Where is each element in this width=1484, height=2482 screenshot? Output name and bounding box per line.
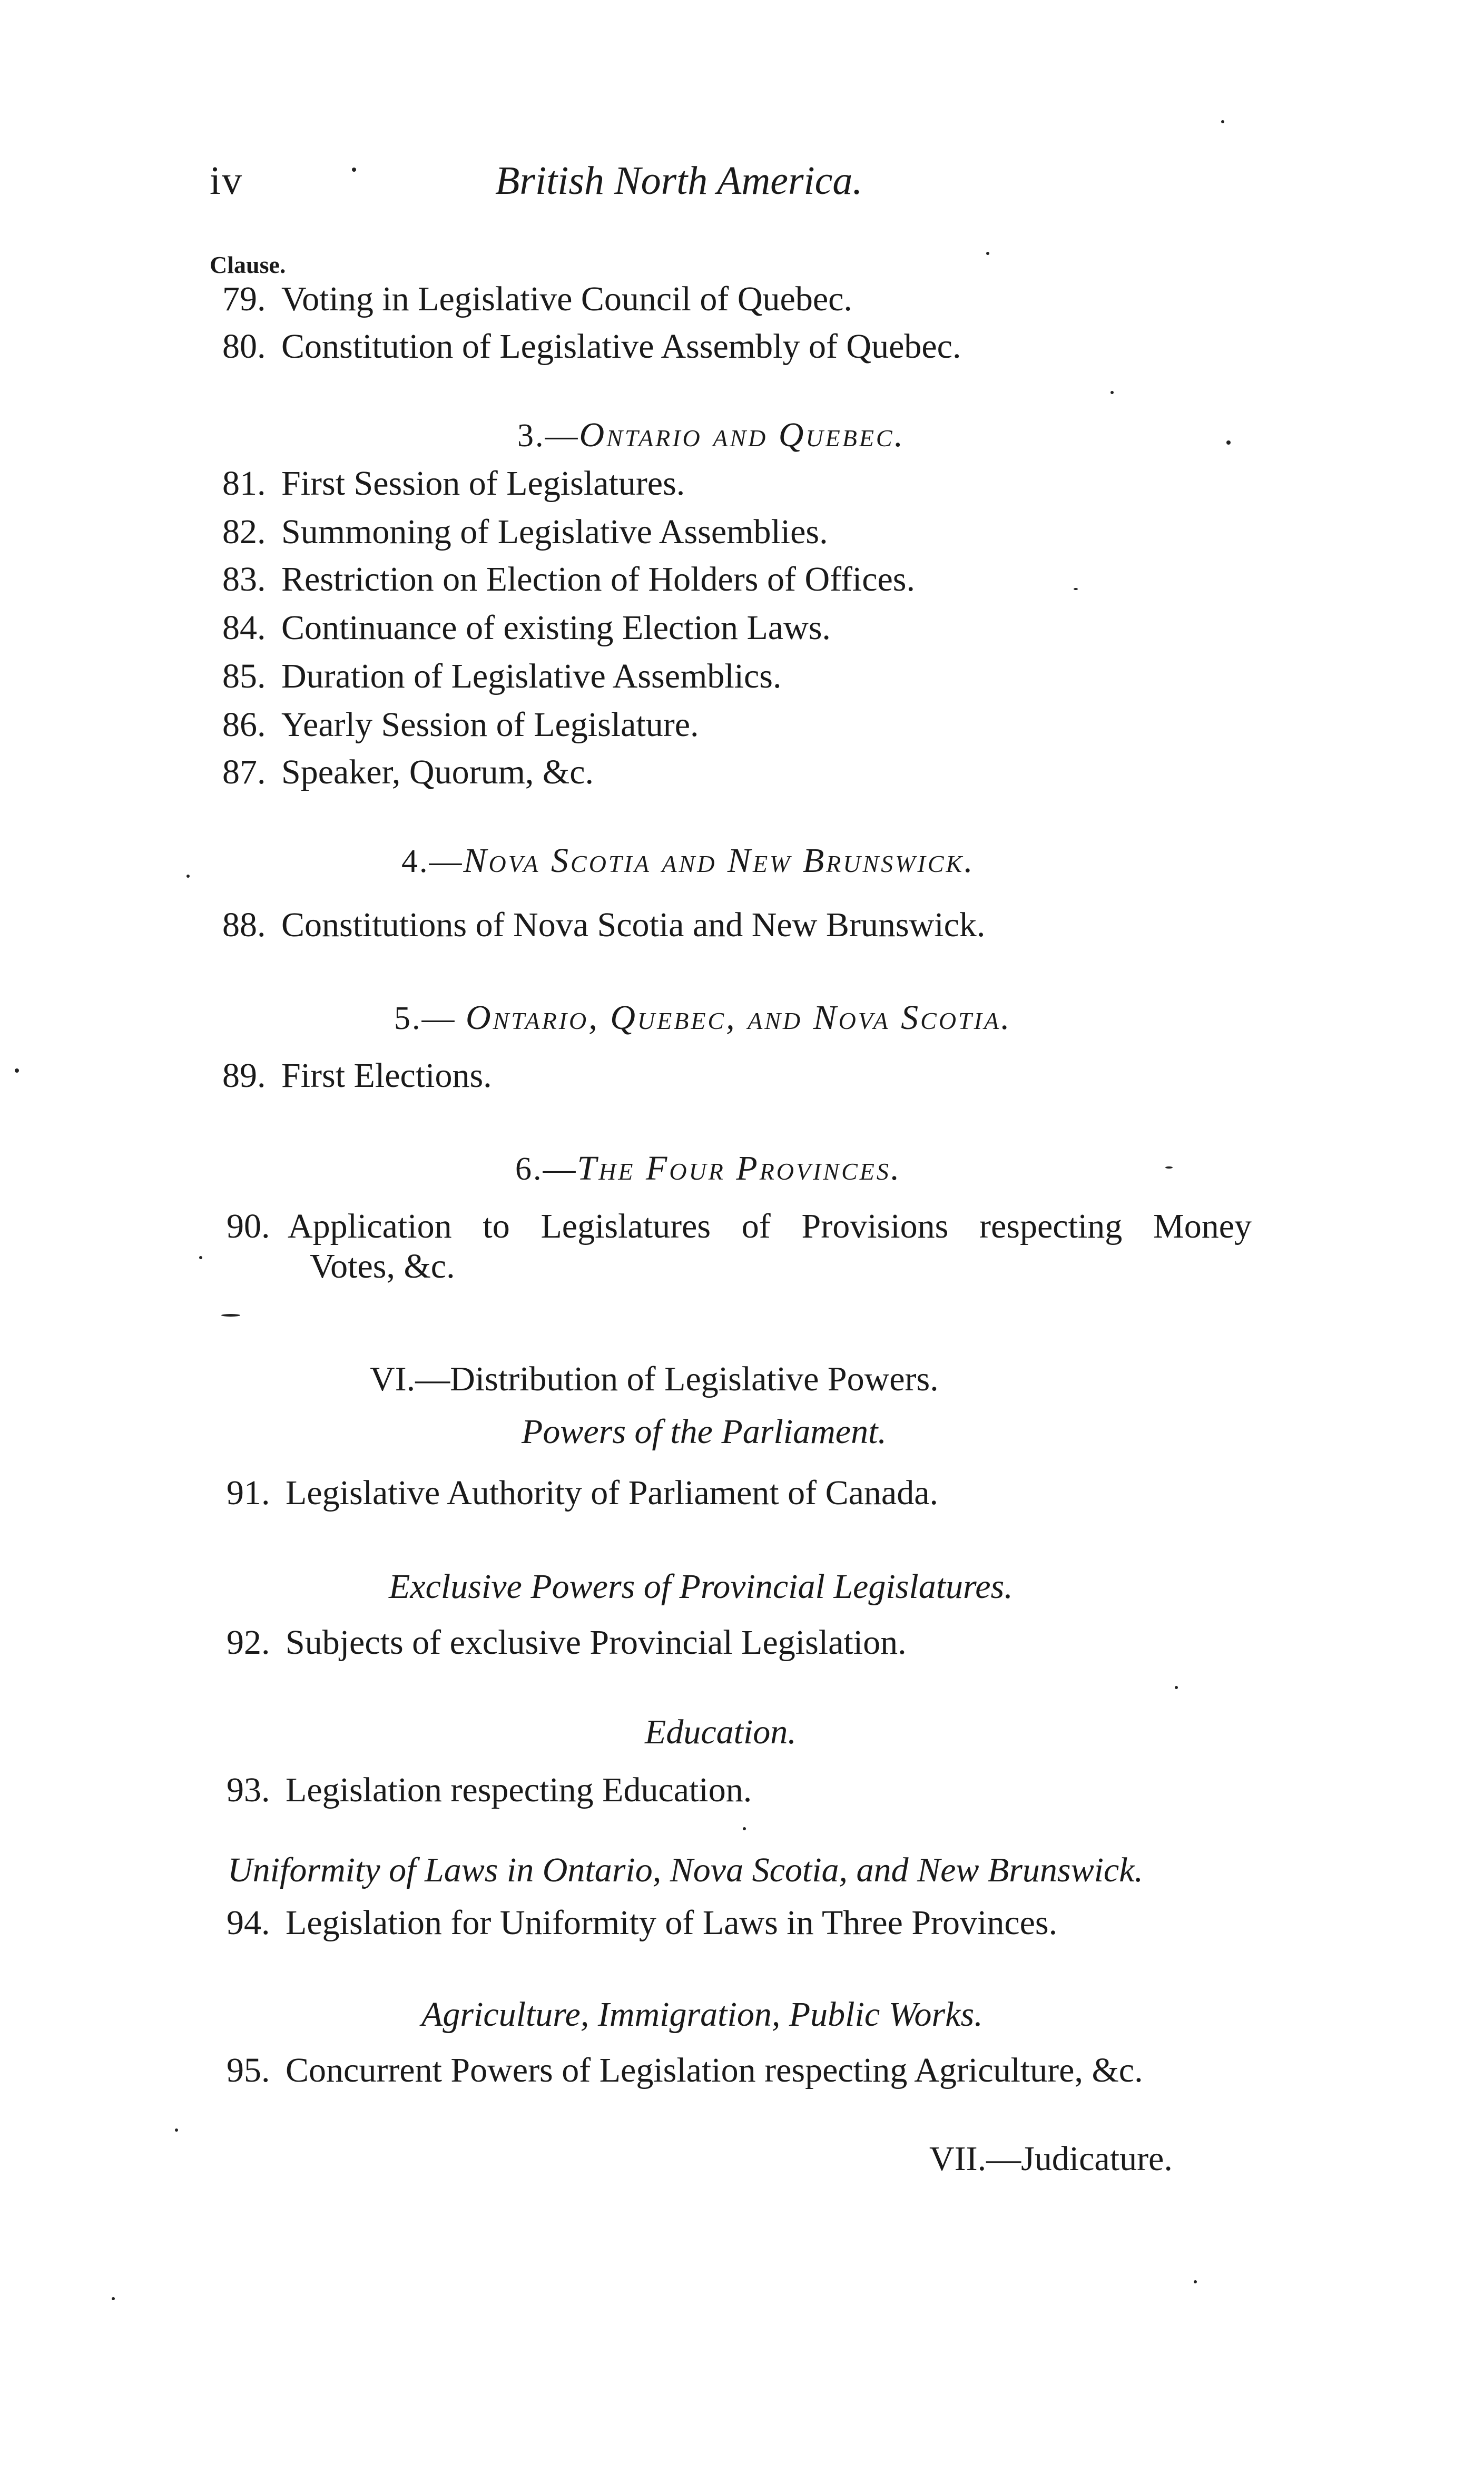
scan-speck xyxy=(1175,1686,1178,1689)
toc-entry xyxy=(222,705,699,745)
clause-title: Speaker, Quorum, &c. xyxy=(281,753,594,791)
toc-entry xyxy=(227,1623,907,1663)
subheading: Agriculture, Immigration, Public Works. xyxy=(421,1995,983,2034)
running-title: British North America. xyxy=(495,159,863,203)
scan-speck xyxy=(1221,120,1224,123)
section-number: 6.— xyxy=(515,1151,577,1187)
toc-entry xyxy=(222,327,961,367)
clause-title: Continuance of existing Election Laws. xyxy=(281,609,831,647)
section-title: Ontario, Quebec, and Nova Scotia. xyxy=(466,998,1012,1037)
clause-title: Concurrent Powers of Legislation respecting Agriculture, &c. xyxy=(286,2051,1143,2089)
toc-entry xyxy=(222,560,915,600)
part-heading: VI.—Distribution of Legislative Powers. xyxy=(370,1360,939,1398)
section-number: 4.— xyxy=(401,843,464,879)
section-heading xyxy=(394,998,1012,1038)
clause-title: First Session of Legislatures. xyxy=(281,464,685,503)
clause-number: 92. xyxy=(227,1623,270,1662)
clause-number: 81. xyxy=(222,464,266,503)
scan-speck xyxy=(1074,588,1078,590)
clause-title: Subjects of exclusive Provincial Legislation. xyxy=(286,1623,907,1662)
clause-number: 86. xyxy=(222,705,266,744)
clause-title: Restriction on Election of Holders of Offices. xyxy=(281,560,915,599)
clause-number: 85. xyxy=(222,657,266,695)
section-title: The Four Provinces. xyxy=(577,1149,902,1188)
clause-number: 89. xyxy=(222,1056,266,1095)
scan-speck xyxy=(186,875,190,878)
section-number: 3.— xyxy=(517,418,579,454)
clause-title: Summoning of Legislative Assemblies. xyxy=(281,513,828,551)
clause-number: 95. xyxy=(227,2051,270,2089)
toc-entry xyxy=(222,752,594,792)
clause-number: 90. xyxy=(227,1207,270,1245)
part-heading: VII.—Judicature. xyxy=(929,2140,1173,2178)
clause-number: 84. xyxy=(222,609,266,647)
clause-number: 80. xyxy=(222,327,266,366)
toc-entry xyxy=(227,1770,752,1810)
clause-title: Yearly Session of Legislature. xyxy=(281,705,699,744)
section-number: 5.— xyxy=(394,1000,466,1036)
clause-column-label: Clause. xyxy=(210,251,286,278)
scan-speck xyxy=(15,1068,19,1073)
scan-speck xyxy=(1226,440,1231,445)
clause-title: First Elections. xyxy=(281,1056,492,1095)
scan-speck xyxy=(112,2297,115,2300)
clause-number: 82. xyxy=(222,513,266,551)
toc-entry xyxy=(222,464,685,504)
scan-speck xyxy=(1165,1166,1173,1169)
toc-entry xyxy=(227,1473,938,1513)
scan-speck xyxy=(1110,391,1114,394)
clause-title: Legislative Authority of Parliament of Canada. xyxy=(286,1474,939,1512)
toc-entry xyxy=(227,1903,1057,1943)
clause-title: Constitutions of Nova Scotia and New Brunswick. xyxy=(281,906,986,944)
clause-number: 91. xyxy=(227,1474,270,1512)
toc-entry xyxy=(222,656,782,696)
section-heading xyxy=(401,841,975,881)
page-number: iv xyxy=(210,159,243,203)
clause-title-line-2: Votes, &c. xyxy=(310,1247,455,1286)
scan-speck xyxy=(743,1827,746,1830)
toc-entry xyxy=(227,2051,1143,2091)
toc-entry xyxy=(227,1206,1252,1291)
clause-number: 87. xyxy=(222,753,266,791)
clause-number: 94. xyxy=(227,1904,270,1942)
toc-entry xyxy=(222,512,828,552)
clause-title: Constitution of Legislative Assembly of Quebec. xyxy=(281,327,961,366)
clause-number: 93. xyxy=(227,1771,270,1809)
subheading: Uniformity of Laws in Ontario, Nova Scotia, and New Brunswick. xyxy=(228,1851,1144,1889)
clause-title-line-1: Application to Legislatures of Provisions respecting Money xyxy=(288,1207,1252,1245)
clause-number: 83. xyxy=(222,560,266,599)
subheading: Exclusive Powers of Provincial Legislatures. xyxy=(389,1567,1013,1606)
subheading: Powers of the Parliament. xyxy=(522,1412,887,1451)
toc-entry xyxy=(222,905,985,945)
scan-speck xyxy=(221,1314,240,1317)
subheading: Education. xyxy=(645,1713,797,1751)
clause-title: Legislation respecting Education. xyxy=(286,1771,752,1809)
toc-entry xyxy=(222,279,852,319)
section-title: Nova Scotia and New Brunswick. xyxy=(463,841,975,880)
clause-title: Voting in Legislative Council of Quebec. xyxy=(281,280,852,318)
clause-title: Legislation for Uniformity of Laws in Three Provinces. xyxy=(286,1904,1058,1942)
section-heading xyxy=(515,1149,901,1189)
clause-number: 79. xyxy=(222,280,266,318)
scan-speck xyxy=(199,1256,202,1259)
scan-speck xyxy=(986,252,989,255)
clause-number: 88. xyxy=(222,906,266,944)
clause-title: Duration of Legislative Assemblics. xyxy=(281,657,782,695)
toc-entry xyxy=(222,608,831,648)
scan-speck xyxy=(1194,2280,1197,2283)
section-title: Ontario and Quebec. xyxy=(579,416,906,454)
toc-entry xyxy=(222,1056,492,1096)
scan-speck xyxy=(352,168,356,172)
scan-speck xyxy=(175,2128,178,2132)
section-heading xyxy=(517,415,905,455)
